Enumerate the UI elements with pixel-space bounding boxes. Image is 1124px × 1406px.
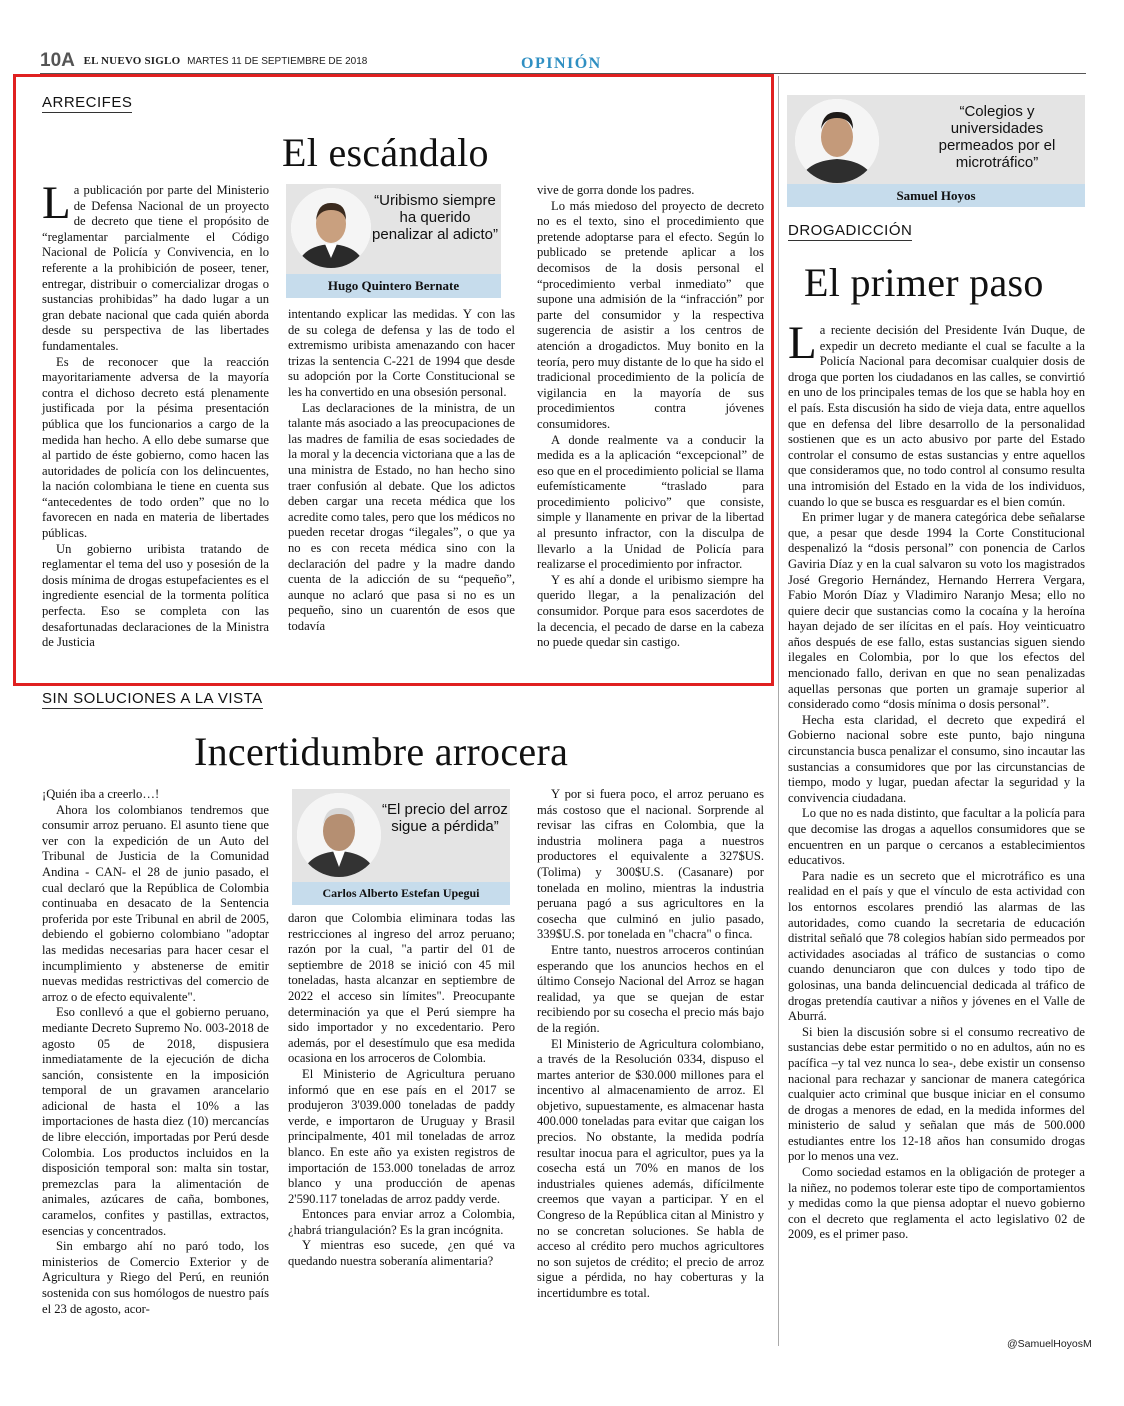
article2-quote-box bbox=[292, 789, 510, 905]
paragraph: Eso conllevó a que el gobierno peruano, mediante Decreto Supremo No. 003-2018 de agosto 05 de 2018, dispusiera inmediatamente de la ejecución de dicha sanción, consistente en la imposición temporal de un gravamen arancelario adicional de hasta el 10% a las importaciones de hasta diez (10) mercancías de libre elección, importadas por Perú desde Colombia. Los productos incluidos en la disposición temporal son: malta sin tostar, premezclas para la alimentación de animales, azúcares de caña, bombones, caramelos, confites y pastillas, extractos, esencias y concentrados. bbox=[42, 1005, 269, 1238]
page-number: 10A bbox=[40, 50, 75, 71]
article1-author: Hugo Quintero Bernate bbox=[286, 274, 501, 298]
paragraph: El Ministerio de Agricultura peruano informó que en ese país en el 2017 se produjeron 3'039.000 toneladas de paddy verde, e importaron de Uruguay y Brasil principalmente, 401 mil toneladas de arroz blanco. En este año ya existen registros de importación de 153.000 toneladas de arroz blanco y una producción de apenas 2'590.117 toneladas de arroz paddy verde. bbox=[288, 1066, 515, 1206]
paragraph: El Ministerio de Agricultura colombiano, a través de la Resolución 0334, dispuso el martes anterior de $30.000 millones para el incentivo al almacenamiento de arroz. El objetivo, supuestamente, es almacenar hasta 400.000 toneladas para evitar que caigan los precios. No obstante, la medida podría resultar inocua para el agricultor, pues ya la cosecha está un 70% en manos de los industriales quienes además, difícilmente creemos que vayan a participar. Y en el Congreso de la República citan al Ministro y no se concretan soluciones. Se habla de acceso al crédito pero muchos agricultores no son sujetos de crédito; el precio de arroz sigue a pérdida, no hay coberturas y la incertidumbre es total. bbox=[537, 1036, 764, 1300]
paragraph: Si bien la discusión sobre si el consumo recreativo de sustancias debe estar permitido o no en adultos, aún no es pacífica –y tal vez nunca lo sea-, debe existir un consenso nacional para rechazar y sancionar de manera categórica cualquier acto criminal que busque iniciar en el consumo de drogas a menores de edad, en la medida informes del ministerio de salud y señalan que más de 500.000 estudiantes entre los 12-18 años han consumido drogas por lo menos una vez. bbox=[788, 1024, 1085, 1164]
newspaper-name: EL NUEVO SIGLO bbox=[83, 54, 181, 67]
article3-kicker: DROGADICCIÓN bbox=[788, 222, 913, 239]
paragraph: La publicación por parte del Ministerio de Defensa Nacional de un proyecto de decreto que tiene el propósito de “reglamentar parcialmente el Código Nacional de Policía y Convivencia, en lo referente a la prohibición de poseer, tener, entregar, distribuir o comercializar drogas o sustancias prohibidas” ha dado lugar a un gran debate nacional que cada quién aborda desde su perspectiva de las libertades fundamentales. bbox=[42, 177, 269, 353]
paragraph: A donde realmente va a conducir la medida es a la aplicación “excepcional” de eso que en el procedimiento policial se llama eufemísticamente “traslado para procedimiento policivo” que consiste, simple y llanamente en privar de la libertad al presunto infractor, con la disculpa de llevarlo a la Unidad de Policía para realizarse el procedimiento por infractor. bbox=[537, 432, 764, 572]
issue-date: MARTES 11 DE SEPTIEMBRE DE 2018 bbox=[187, 55, 368, 67]
article3-body bbox=[788, 317, 1085, 1243]
section-title: OPINIÓN bbox=[521, 55, 602, 72]
author-handle: @SamuelHoyosM bbox=[1007, 1338, 1092, 1350]
author-portrait-icon bbox=[291, 188, 371, 268]
article3-pull-quote: “Colegios y universidades permeados por el microtráfico” bbox=[938, 103, 1056, 171]
article1-kicker: ARRECIFES bbox=[42, 94, 133, 111]
masthead bbox=[40, 50, 367, 72]
paragraph: daron que Colombia eliminara todas las restricciones al ingreso del arroz peruano; razón por la cual, "a partir del 01 de septiembre de 2018 se inició con 45 mil toneladas, hasta alcanzar en septiembre de 2022 el acceso sin límites". Preocupante determinación ya que el Perú siempre ha sido importador y no excedentario. Pero además, por el desestímulo que esa medida ocasiona en los arroceros de Colombia. bbox=[288, 911, 515, 1066]
article1-column-1 bbox=[42, 177, 269, 651]
paragraph: ¡Quién iba a creerlo…! bbox=[42, 787, 160, 801]
paragraph: Y por si fuera poco, el arroz peruano es más costoso que el nacional. Sorprende al revisar las cifras en Colombia, que la industria molinera paga a nuestros productores el equivalente a 327$US. (Tolima) y 300$U.S. (Casanare) por tonelada en molino, mientras la industria peruana pagó a sus agricultores en la cosecha que culminó en julio pasado, 339$U.S. por tonelada en "chacra" o finca. bbox=[537, 787, 764, 942]
paragraph: En primer lugar y de manera categórica debe señalarse que, a pesar que desde 1994 la Corte Constitucional despenalizó la “dosis personal” con ponencia de Carlos Gaviria Díaz y en la cual salvaron su voto los magistrados José Gregorio Hernández, Hernando Herrera Vergara, Fabio Morón Díaz y Vladimiro Naranjo Mesa; ello no quiere decir que sustancias como la cocaína y la heroína hayan dejado de ser ilícitas en el país. Hoy veinticuatro años después de ese fallo, estas sustancias siguen siendo ilegales en Colombia, por lo que los efectos del mencionado fallo, derivan en que no sean penalizadas aquellas personas que porten un gramaje superior al considerado como “dosis mínima o dosis personal”. bbox=[788, 510, 1085, 712]
paragraph: Un gobierno uribista tratando de reglamentar el tema del uso y posesión de la dosis mínima de drogas estupefacientes es el ingrediente esencial de la tormenta política perfecta. Eso se completa con las desafortunadas declaraciones de la Ministra de Justicia bbox=[42, 541, 269, 650]
article1-column-3 bbox=[537, 183, 764, 651]
paragraph: Las declaraciones de la ministra, de un talante más asociado a las preocupaciones de las madres de familia de esas sociedades de la moral y la decencia victoriana que a las de una ministra de Estado, no han hecho sino traer confusión al debate. Que los adictos deben cargar una receta médica que los acredite como tales, pero que los médicos no pueden recetar drogas “ilegales”, o que ya no es con receta médica sino con la declaración del padre y la madre dando cuenta de la adicción de su “pequeño”, aunque no aclaró que pasa si no es un pequeño, sino un cuarentón de esos que todavía bbox=[288, 400, 515, 633]
column-divider bbox=[778, 76, 779, 1346]
article2-kicker: SIN SOLUCIONES A LA VISTA bbox=[42, 690, 263, 707]
article3-author: Samuel Hoyos bbox=[787, 184, 1085, 207]
paragraph: Lo más miedoso del proyecto de decreto no es el texto, sino el procedimiento que pretende adoptarse para el efecto. Según lo publicado se pretende aplicar a los decomisos de la dosis personal el “procedimiento verbal inmediato” que supone una admisión de la “infracción” por parte del consumidor y la respectiva sugerencia de asistir a los centros de atención a drogadictos. Muy bonito en la teoría, pero muy distante de lo que ha sido el tradicional procedimiento de la policía de vigilancia en la mayoría de sus procedimientos contra jóvenes consumidores. bbox=[537, 198, 764, 431]
paragraph: Como sociedad estamos en la obligación de proteger a la niñez, no podemos tolerar este tipo de comportamientos y medidas como la que piensa adoptar el nuevo gobierno con el decreto que reglamenta el acto legislativo 02 de 2009, es el primer paso. bbox=[788, 1165, 1085, 1242]
author-portrait-icon bbox=[297, 793, 381, 877]
article2-column-2 bbox=[288, 911, 515, 1270]
paragraph: Sin embargo ahí no paró todo, los ministerios de Comercio Exterior y de Agricultura y Riego del Perú, en reunión sostenida con sus homólogos de nuestro país el 23 de agosto, acor- bbox=[42, 1239, 269, 1316]
paragraph: Entre tanto, nuestros arroceros continúan esperando que los anuncios hechos en el último Consejo Nacional del Arroz se hagan realidad, ya que se quejan de estar recibiendo por su cosecha el precio más bajo de la región. bbox=[537, 942, 764, 1035]
paragraph: Entonces para enviar arroz a Colombia, ¿habrá triangulación? Es la gran incógnita. bbox=[288, 1207, 515, 1237]
paragraph: La reciente decisión del Presidente Iván Duque, de expedir un decreto mediante el cual se faculte a la Policía Nacional para decomisar cualquier dosis de droga que porten los ciudadanos en las calles, se convirtió en uno de los principales temas de los que se habla hoy en el país. Esta discusión ha sido de vieja data, entre aquellos que en defensa del libre desarrollo de la personalidad sostienen que es un acto abusivo por parte del Estado controlar el consumo de estas sustancias y entre aquellos que consideramos que, no todo control al consumo resulta una intromisión del Estado en la vida de los individuos, cuando lo que se busca es resguardar es el bien común. bbox=[788, 317, 1085, 509]
paragraph: Hecha esta claridad, el decreto que expedirá el Gobierno nacional sobre este punto, bajo ninguna circunstancia busca penalizar el consumo, sino incautar las sustancias a consumidores que por las circunstancias de tiempo, modo y lugar, puedan afectar la seguridad y la convivencia ciudadana. bbox=[788, 712, 1085, 805]
article2-column-3 bbox=[537, 787, 764, 1302]
paragraph: Es de reconocer que la reacción mayoritariamente adversa de la mayoría contra el dichoso decreto está plenamente justificada por la pésima presentación pública que los funcionarios a cargo de la medida han hecho. A ello debe sumarse que al partido de éste gobierno, como hacen las autoridades de policía con los delincuentes, la nación colombiana le tiene en cuenta sus “antecedentes de todo orden” que no lo favorecen en nada en materia de libertades públicas. bbox=[42, 354, 269, 541]
paragraph: intentando explicar las medidas. Y con las de su colega de defensa y las de todo el extremismo uribista amenazando con hacer trizas la sentencia C-221 de 1994 que desde su adopción por la Corte Constitucional se les ha convertido en una obsesión personal. bbox=[288, 307, 515, 399]
article2-pull-quote: “El precio del arroz sigue a pérdida” bbox=[382, 801, 508, 835]
author-portrait-icon bbox=[795, 99, 879, 183]
article1-headline: El escándalo bbox=[282, 130, 489, 175]
author-photo bbox=[795, 99, 879, 183]
paragraph: vive de gorra donde los padres. bbox=[537, 183, 695, 197]
paragraph: Y es ahí a donde el uribismo siempre ha querido llegar, a la penalización del consumidor. Porque para esos sacerdotes de la decencia, el pecado de darse en la cabeza no puede quedar sin castigo. bbox=[537, 572, 764, 650]
paragraph: Y mientras eso sucede, ¿en qué va quedando nuestra soberanía alimentaria? bbox=[288, 1238, 515, 1269]
paragraph: Ahora los colombianos tendremos que consumir arroz peruano. El asunto tiene que ver con la expedición de un Auto del Tribunal de Justicia de la Comunidad Andina - CAN- el 28 de junio pasado, el cual declaró que la República de Colombia continuaba en desacato de la Sentencia proferida por este Tribunal en abril de 2005, debiendo el gobierno colombiano "adoptar las medidas necesarias para hacer cesar el incumplimiento y abstenerse de emitir nuevas medidas restrictivas del comercio de arroz o de efecto equivalente". bbox=[42, 802, 269, 1004]
paragraph: Lo que no es nada distinto, que facultar a la policía para que decomise las drogas a aquellos consumidores que se encuentren en un parque o cercanos a establecimientos educativos. bbox=[788, 806, 1085, 868]
article3-quote-box bbox=[787, 95, 1085, 207]
article2-author: Carlos Alberto Estefan Upegui bbox=[292, 882, 510, 905]
article3-headline: El primer paso bbox=[804, 260, 1044, 305]
article2-column-1 bbox=[42, 787, 269, 1317]
author-photo bbox=[291, 188, 371, 268]
article1-pull-quote: “Uribismo siempre ha querido penalizar al adicto” bbox=[372, 192, 498, 243]
paragraph: Para nadie es un secreto que el microtráfico es una realidad en el país y que el vínculo de esta actividad con los entornos escolares prendió las alarmas de las autoridades, como cuando la secretaria de educación distrital señaló que 78 colegios habían sido permeados por actividades asociadas al tráfico de sustancias o como cuando denunciaron que con dulces y todo tipo de golosinas, una banda delincuencial dedicada al tráfico de drogas pretendía cautivar a niños y jóvenes en el Valle de Aburrá. bbox=[788, 868, 1085, 1024]
article1-quote-box bbox=[286, 184, 501, 298]
author-photo bbox=[297, 793, 381, 877]
article2-headline: Incertidumbre arrocera bbox=[194, 729, 569, 774]
article1-column-2 bbox=[288, 307, 515, 634]
